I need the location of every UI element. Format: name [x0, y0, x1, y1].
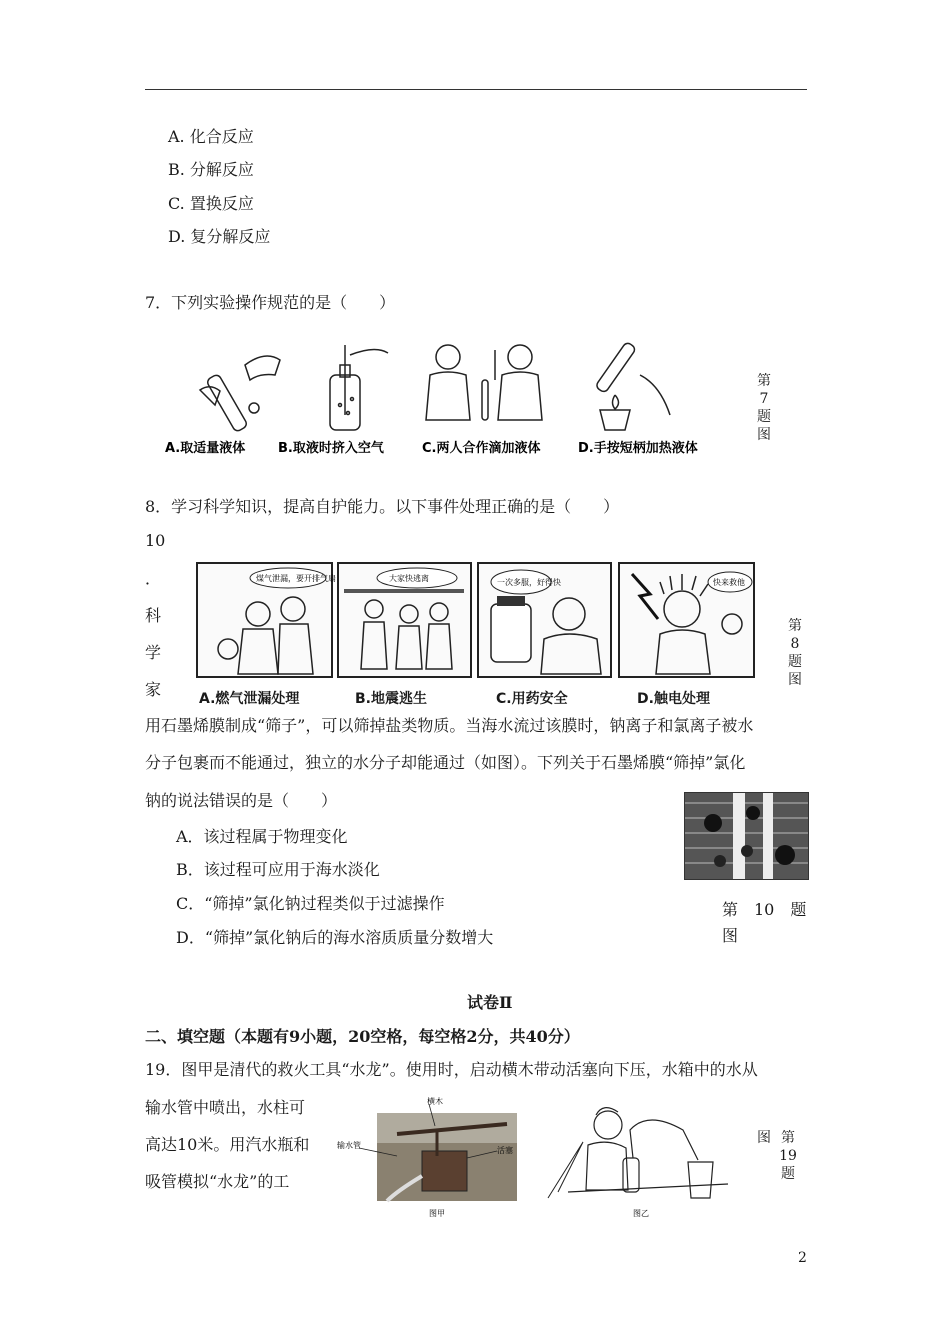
q7-illustration-b	[330, 345, 388, 430]
q10-margin-dot: ．	[145, 569, 162, 588]
q10-line-3: 钠的说法错误的是（ ）	[145, 791, 338, 810]
q10-graphene-figure	[684, 792, 809, 880]
part2-section-heading: 二、填空题（本题有9小题，20空格，每空格2分，共40分）	[145, 1027, 580, 1046]
q7-stem: 7．下列实验操作规范的是（ ）	[145, 293, 396, 312]
q8-panel-d	[618, 562, 755, 678]
q6-option-c: C. 置换反应	[168, 194, 254, 213]
q8-caption-a: A.燃气泄漏处理	[199, 691, 300, 707]
q8-panel-b	[337, 562, 472, 678]
q10-margin-number: 10	[145, 531, 166, 550]
q10-figure-label-1: 第 10 题	[722, 900, 807, 919]
q7-illustration-c	[426, 345, 542, 420]
q8-stem: 8．学习科学知识，提高自护能力。以下事件处理正确的是（ ）	[145, 497, 620, 516]
q10-line-2: 分子包裹而不能通过，独立的水分子却能通过（如图）。下列关于石墨烯膜“筛掉”氯化	[145, 753, 746, 772]
q7-side-label: 第7题图	[757, 373, 771, 443]
q7-figure	[165, 335, 730, 456]
q10-figure-label-2: 图	[722, 926, 739, 945]
q8-bubble-d: 快来救他	[713, 578, 745, 587]
q10-option-a: A．该过程属于物理变化	[176, 827, 348, 846]
q10-option-b: B．该过程可应用于海水淡化	[176, 860, 380, 879]
q7-caption-c: C.两人合作滴加液体	[422, 441, 541, 456]
q8-bubble-b: 大家快逃离	[389, 574, 429, 583]
q8-caption-d: D.触电处理	[637, 691, 710, 707]
q8-bubble-a: 煤气泄漏，要开排气扇	[256, 574, 336, 583]
q19-figure-a	[337, 1096, 517, 1220]
q8-bubble-c: 一次多服，好得快	[497, 578, 561, 587]
q7-caption-d: D.手按短柄加热液体	[578, 441, 698, 456]
q10-margin-char-3: 家	[145, 680, 162, 699]
q8-panel-a	[196, 562, 336, 678]
q19-side-label-col1: 图	[757, 1130, 771, 1146]
q7-illustration-a	[200, 356, 280, 432]
q10-margin-char-2: 学	[145, 643, 162, 662]
q19-line-4: 吸管模拟“水龙”的工	[145, 1172, 290, 1191]
q8-caption-b: B.地震逃生	[355, 691, 427, 707]
q19-line-1: 19．图甲是清代的救火工具“水龙”。使用时，启动横木带动活塞向下压，水箱中的水从	[145, 1060, 758, 1079]
q19-side-label-col2: 第19题	[779, 1130, 797, 1182]
q10-margin-char-1: 科	[145, 606, 162, 625]
q6-option-d: D. 复分解反应	[168, 227, 271, 246]
q7-caption-b: B.取液时挤入空气	[278, 441, 384, 456]
q10-option-d: D．“筛掉”氯化钠后的海水溶质质量分数增大	[176, 928, 494, 947]
q7-illustration-d	[595, 341, 670, 430]
page-number: 2	[798, 1250, 807, 1266]
q8-panel-c	[477, 562, 612, 678]
q19-label-piston: 活塞	[497, 1146, 513, 1155]
q7-caption-a: A.取适量液体	[165, 441, 246, 456]
q6-option-b: B. 分解反应	[168, 160, 254, 179]
q19-label-beam: 横木	[427, 1097, 443, 1106]
q19-figure-b	[548, 1100, 728, 1224]
q6-option-a: A. 化合反应	[168, 127, 254, 146]
header-rule	[145, 89, 807, 90]
q19-figure-a-caption: 图甲	[429, 1209, 445, 1218]
q10-line-1: 用石墨烯膜制成“筛子”，可以筛掉盐类物质。当海水流过该膜时，钠离子和氯离子被水	[145, 716, 754, 735]
part2-title: 试卷Ⅱ	[467, 993, 513, 1012]
q19-line-3: 高达10米。用汽水瓶和	[145, 1135, 310, 1154]
q19-label-outlet-pipe: 输水管	[337, 1141, 361, 1150]
q10-option-c: C．“筛掉”氯化钠过程类似于过滤操作	[176, 894, 445, 913]
q8-caption-c: C.用药安全	[496, 691, 568, 707]
q19-line-2: 输水管中喷出，水柱可	[145, 1098, 306, 1117]
q19-figure-b-caption: 图乙	[633, 1209, 649, 1218]
q8-side-label: 第8题图	[788, 618, 802, 688]
